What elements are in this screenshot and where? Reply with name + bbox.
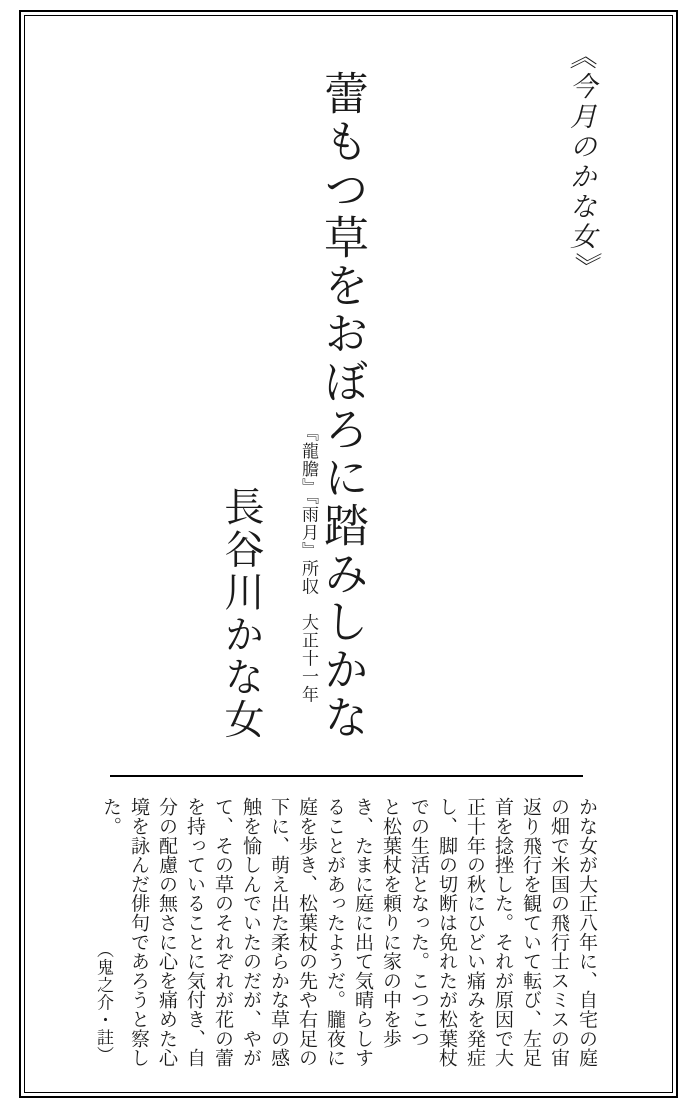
- commentary-line: 下に、萌え出た柔らかな草の感: [268, 797, 289, 1068]
- haiku-author: 長谷川かな女: [219, 486, 264, 741]
- commentary-line: 返り飛行を観ていて転び、左足: [520, 797, 541, 1068]
- commentary-line: 正十年の秋にひどい痛みを発症: [464, 797, 485, 1068]
- commentary-line: 分の配慮の無さに心を痛めた心: [156, 797, 177, 1068]
- commentary-attribution: （鬼之介・註）: [94, 940, 113, 1063]
- commentary-line: 首を捻挫した。それが原因で大: [492, 797, 513, 1068]
- commentary-line: 触を愉しんでいたのだが、やが: [240, 797, 261, 1068]
- commentary-line: た。: [100, 797, 121, 836]
- haiku-text: 蕾もつ草をおぼろに踏みしかな: [317, 70, 367, 742]
- commentary-line: 境を詠んだ俳句であろうと察し: [128, 797, 149, 1068]
- section-title: 《今月のかな女》: [566, 42, 596, 282]
- commentary: [96, 797, 600, 1069]
- commentary-line: での生活となった。こつこつ: [408, 797, 429, 1048]
- commentary-line: と松葉杖を頼りに家の中を歩: [380, 797, 401, 1048]
- commentary-line: ることがあったようだ。朧夜に: [324, 797, 345, 1068]
- commentary-line: 庭を歩き、松葉杖の先や右足の: [296, 797, 317, 1068]
- commentary-line: し、脚の切断は免れたが松葉杖: [436, 797, 457, 1068]
- commentary-line: かな女が大正八年に、自宅の庭: [576, 797, 597, 1068]
- commentary-divider: [110, 775, 583, 777]
- haiku-citation: 『龍膽』『雨月』所収 大正十一年: [299, 424, 318, 704]
- commentary-line: て、その草のそれぞれが花の蕾: [212, 797, 233, 1068]
- commentary-line: き、たまに庭に出て気晴らしす: [352, 797, 373, 1068]
- commentary-line: を持っていることに気付き、自: [184, 797, 205, 1068]
- commentary-line: の畑で米国の飛行士スミスの宙: [548, 797, 569, 1068]
